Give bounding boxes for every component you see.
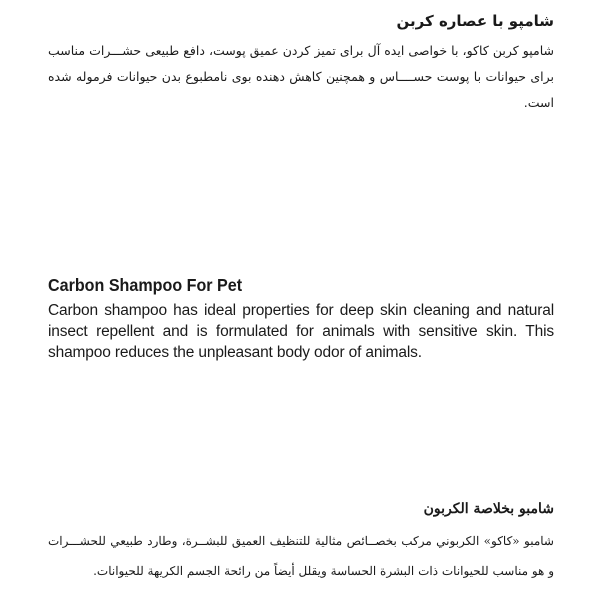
arabic-title: شامبو بخلاصة الكربون [423, 501, 554, 517]
english-description: Carbon shampoo has ideal properties for deep skin cleaning and natural insect repellent and is formulated for animals with sensitive skin. This shampoo reduces the unpleasant body odor of animals. [48, 302, 554, 361]
persian-description: شامپو کربن کاکو، با خواصی ایده آل برای تمیز کردن عمیق پوست، دافع طبیعی حشـــرات مناسب برای حیوانات با پوست حســــاس و همچنین کاهش دهنده بوی نامطبوع بدن حیوانات فرموله شده است. [48, 43, 554, 110]
arabic-description: شامبو «كاكو» الكربوني مركب بخصــائص مثالية للتنظيف العميق للبشــرة، وطارد طبيعي للحشـــرات و هو مناسب للحيوانات ذات البشرة الحساسة ويقلل أيضاً من رائحة الجسم الكريهة للحيوانات. [48, 534, 554, 578]
english-title: Carbon Shampoo For Pet [48, 275, 243, 295]
persian-title: شامپو با عصاره کربن [396, 12, 554, 30]
